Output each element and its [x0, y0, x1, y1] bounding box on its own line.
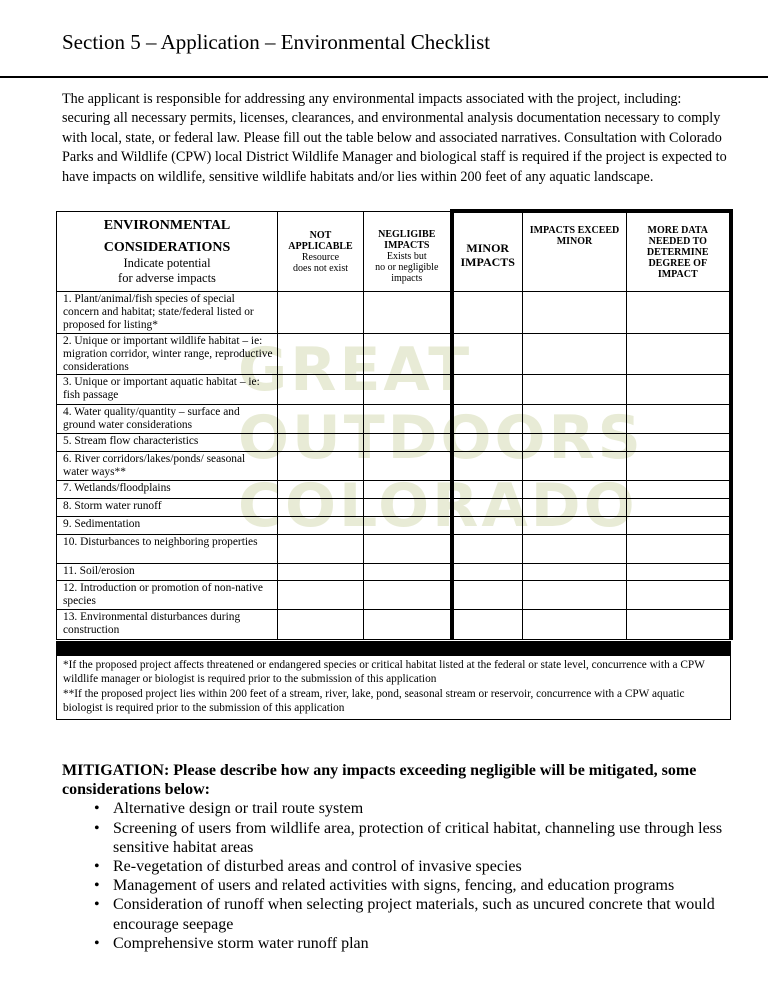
table-row — [57, 451, 731, 480]
header-minor-impacts — [452, 211, 523, 291]
cell-negligible[interactable] — [364, 563, 452, 580]
cell-not-applicable[interactable] — [278, 291, 364, 333]
env-title-line: ENVIRONMENTAL — [103, 217, 231, 233]
footnote-aquatic: **If the proposed project lies within 200 feet of a stream, river, lake, pond, seasonal stream or reservoir, concurrence with a CPW aquatic biologist is required prior to the submission of this application — [63, 687, 685, 715]
cell-minor[interactable] — [452, 516, 523, 534]
table-row — [57, 580, 731, 609]
cell-more-data[interactable] — [627, 498, 731, 516]
row-label: 4. Water quality/quantity – surface and ground water considerations — [57, 404, 278, 433]
table-row — [57, 563, 731, 580]
row-label: 8. Storm water runoff — [57, 498, 278, 516]
row-label: 5. Stream flow characteristics — [57, 433, 278, 451]
header-subtext: impacts — [391, 272, 423, 284]
header-text: IMPACTS EXCEED — [529, 225, 620, 236]
cell-exceed-minor[interactable] — [523, 404, 627, 433]
header-text: DEGREE OF — [648, 258, 708, 269]
cell-more-data[interactable] — [627, 480, 731, 498]
footnote-species: *If the proposed project affects threatened or endangered species or critical habitat listed at the federal or state level, concurrence with a CPW wildlife manager or biologist is required prior to the submission of this application — [63, 659, 705, 686]
header-text: NEEDED TO — [648, 236, 707, 247]
cell-minor[interactable] — [452, 433, 523, 451]
table-row — [57, 609, 731, 639]
env-subtitle-line: Indicate potential — [123, 255, 211, 270]
table-row — [57, 374, 731, 404]
cell-not-applicable[interactable] — [278, 563, 364, 580]
cell-not-applicable[interactable] — [278, 404, 364, 433]
cell-exceed-minor[interactable] — [523, 333, 627, 374]
list-item: • Alternative design or trail route system — [113, 799, 730, 818]
watermark-line: OUTDOORS — [238, 403, 644, 473]
table-row — [57, 498, 731, 516]
cell-not-applicable[interactable] — [278, 580, 364, 609]
env-title-line: CONSIDERATIONS — [103, 239, 231, 255]
table-row — [57, 291, 731, 333]
cell-exceed-minor[interactable] — [523, 534, 627, 563]
header-text: MINOR — [556, 236, 593, 247]
header-subtext: Resource — [301, 251, 340, 263]
list-item: • Re-vegetation of disturbed areas and control of invasive species — [113, 857, 730, 876]
cell-not-applicable[interactable] — [278, 480, 364, 498]
header-subtext: does not exist — [293, 262, 348, 274]
header-text: MINOR — [466, 241, 510, 255]
header-text: IMPACT — [657, 269, 698, 280]
cell-exceed-minor[interactable] — [523, 516, 627, 534]
cell-more-data[interactable] — [627, 451, 731, 480]
cell-minor[interactable] — [452, 480, 523, 498]
cell-exceed-minor[interactable] — [523, 480, 627, 498]
row-label: 9. Sedimentation — [57, 516, 278, 534]
cell-exceed-minor[interactable] — [523, 609, 627, 639]
cell-minor[interactable] — [452, 534, 523, 563]
list-item: • Consideration of runoff when selecting project materials, such as uncured concrete that would encourage seepage — [113, 895, 730, 933]
row-label: 11. Soil/erosion — [57, 563, 278, 580]
cell-exceed-minor[interactable] — [523, 563, 627, 580]
header-environmental-considerations — [57, 211, 278, 291]
cell-minor[interactable] — [452, 563, 523, 580]
header-text: NEGLIGIBE — [378, 228, 436, 240]
cell-not-applicable[interactable] — [278, 498, 364, 516]
cell-more-data[interactable] — [627, 404, 731, 433]
cell-minor[interactable] — [452, 404, 523, 433]
cell-negligible[interactable] — [364, 433, 452, 451]
mitigation-title: MITIGATION: Please describe how any impacts exceeding negligible will be mitigated, some considerations below: — [62, 762, 697, 799]
header-negligible-impacts — [364, 211, 452, 291]
list-item: • Comprehensive storm water runoff plan — [113, 934, 730, 953]
watermark-line: GREAT — [238, 335, 473, 405]
header-subtext: Exists but — [386, 250, 427, 262]
cell-exceed-minor[interactable] — [523, 451, 627, 480]
cell-minor[interactable] — [452, 498, 523, 516]
footnotes-box — [56, 655, 731, 720]
row-label: 2. Unique or important wildlife habitat – ie: migration corridor, winter range, reproductive considerations — [57, 333, 278, 374]
cell-more-data[interactable] — [627, 374, 731, 404]
cell-minor[interactable] — [452, 451, 523, 480]
row-label: 13. Environmental disturbances during construction — [57, 609, 278, 639]
cell-negligible[interactable] — [364, 374, 452, 404]
table-row — [57, 516, 731, 534]
cell-exceed-minor[interactable] — [523, 580, 627, 609]
cell-negligible[interactable] — [364, 404, 452, 433]
row-label: 3. Unique or important aquatic habitat – ie: fish passage — [57, 374, 278, 404]
row-label: 12. Introduction or promotion of non-native species — [57, 580, 278, 609]
row-label: 7. Wetlands/floodplains — [57, 480, 278, 498]
cell-minor[interactable] — [452, 291, 523, 333]
header-impacts-exceed-minor — [523, 211, 627, 291]
intro-paragraph: The applicant is responsible for addressing any environmental impacts associated with the project, including: securing all necessary permits, licenses, clearances, and environmental analysis documentation necessary to comply with local, state, or federal law. Please fill out the table below and associated narratives. Consultation with Colorado Parks and Wildlife (CPW) local District Wildlife Manager and biological staff is required if the project is expected to have impacts on wildlife, sensitive wildlife habitats and/or lies within 200 feet of any aquatic landscape. — [62, 91, 727, 185]
table-row — [57, 534, 731, 563]
cell-minor[interactable] — [452, 609, 523, 639]
cell-exceed-minor[interactable] — [523, 374, 627, 404]
cell-negligible[interactable] — [364, 516, 452, 534]
header-more-data-needed — [627, 211, 731, 291]
mitigation-list — [62, 799, 730, 953]
environmental-checklist-table — [56, 209, 733, 657]
header-text: IMPACTS — [460, 255, 515, 269]
table-row — [57, 333, 731, 374]
row-label: 10. Disturbances to neighboring properties — [57, 534, 278, 563]
cell-more-data[interactable] — [627, 433, 731, 451]
table-row — [57, 404, 731, 433]
cell-not-applicable[interactable] — [278, 433, 364, 451]
cell-not-applicable[interactable] — [278, 374, 364, 404]
table-row — [57, 480, 731, 498]
cell-more-data[interactable] — [627, 333, 731, 374]
header-text: MORE DATA — [647, 225, 708, 236]
header-subtext: no or negligible — [375, 261, 439, 273]
list-item: • Management of users and related activities with signs, fencing, and education programs — [113, 876, 730, 895]
cell-more-data[interactable] — [627, 291, 731, 333]
cell-more-data[interactable] — [627, 609, 731, 639]
cell-negligible[interactable] — [364, 291, 452, 333]
header-text: NOT — [309, 229, 332, 241]
cell-more-data[interactable] — [627, 516, 731, 534]
table-bottom-bar — [56, 641, 731, 655]
header-text: DETERMINE — [646, 247, 709, 258]
mitigation-section — [62, 761, 730, 953]
header-divider — [0, 76, 768, 78]
table-row — [57, 433, 731, 451]
cell-exceed-minor[interactable] — [523, 291, 627, 333]
header-text: IMPACTS — [384, 239, 430, 251]
cell-not-applicable[interactable] — [278, 333, 364, 374]
cell-more-data[interactable] — [627, 563, 731, 580]
cell-negligible[interactable] — [364, 333, 452, 374]
cell-not-applicable[interactable] — [278, 534, 364, 563]
cell-negligible[interactable] — [364, 534, 452, 563]
cell-negligible[interactable] — [364, 480, 452, 498]
cell-negligible[interactable] — [364, 609, 452, 639]
cell-exceed-minor[interactable] — [523, 433, 627, 451]
cell-not-applicable[interactable] — [278, 609, 364, 639]
list-item: • Screening of users from wildlife area, protection of critical habitat, channeling use through less sensitive habitat areas — [113, 819, 730, 857]
row-label: 6. River corridors/lakes/ponds/ seasonal water ways** — [57, 451, 278, 480]
cell-more-data[interactable] — [627, 580, 731, 609]
header-text: APPLICABLE — [288, 240, 353, 252]
row-label: 1. Plant/animal/fish species of special concern and habitat; state/federal listed or proposed for listing* — [57, 291, 278, 333]
cell-minor[interactable] — [452, 580, 523, 609]
cell-negligible[interactable] — [364, 498, 452, 516]
watermark-line: COLORADO — [238, 471, 638, 541]
cell-negligible[interactable] — [364, 580, 452, 609]
cell-minor[interactable] — [452, 333, 523, 374]
cell-more-data[interactable] — [627, 534, 731, 563]
header-not-applicable — [278, 211, 364, 291]
page-title: Section 5 – Application – Environmental Checklist — [62, 30, 491, 54]
env-subtitle-line: for adverse impacts — [118, 270, 216, 285]
cell-not-applicable[interactable] — [278, 516, 364, 534]
cell-negligible[interactable] — [364, 451, 452, 480]
cell-minor[interactable] — [452, 374, 523, 404]
cell-exceed-minor[interactable] — [523, 498, 627, 516]
cell-not-applicable[interactable] — [278, 451, 364, 480]
